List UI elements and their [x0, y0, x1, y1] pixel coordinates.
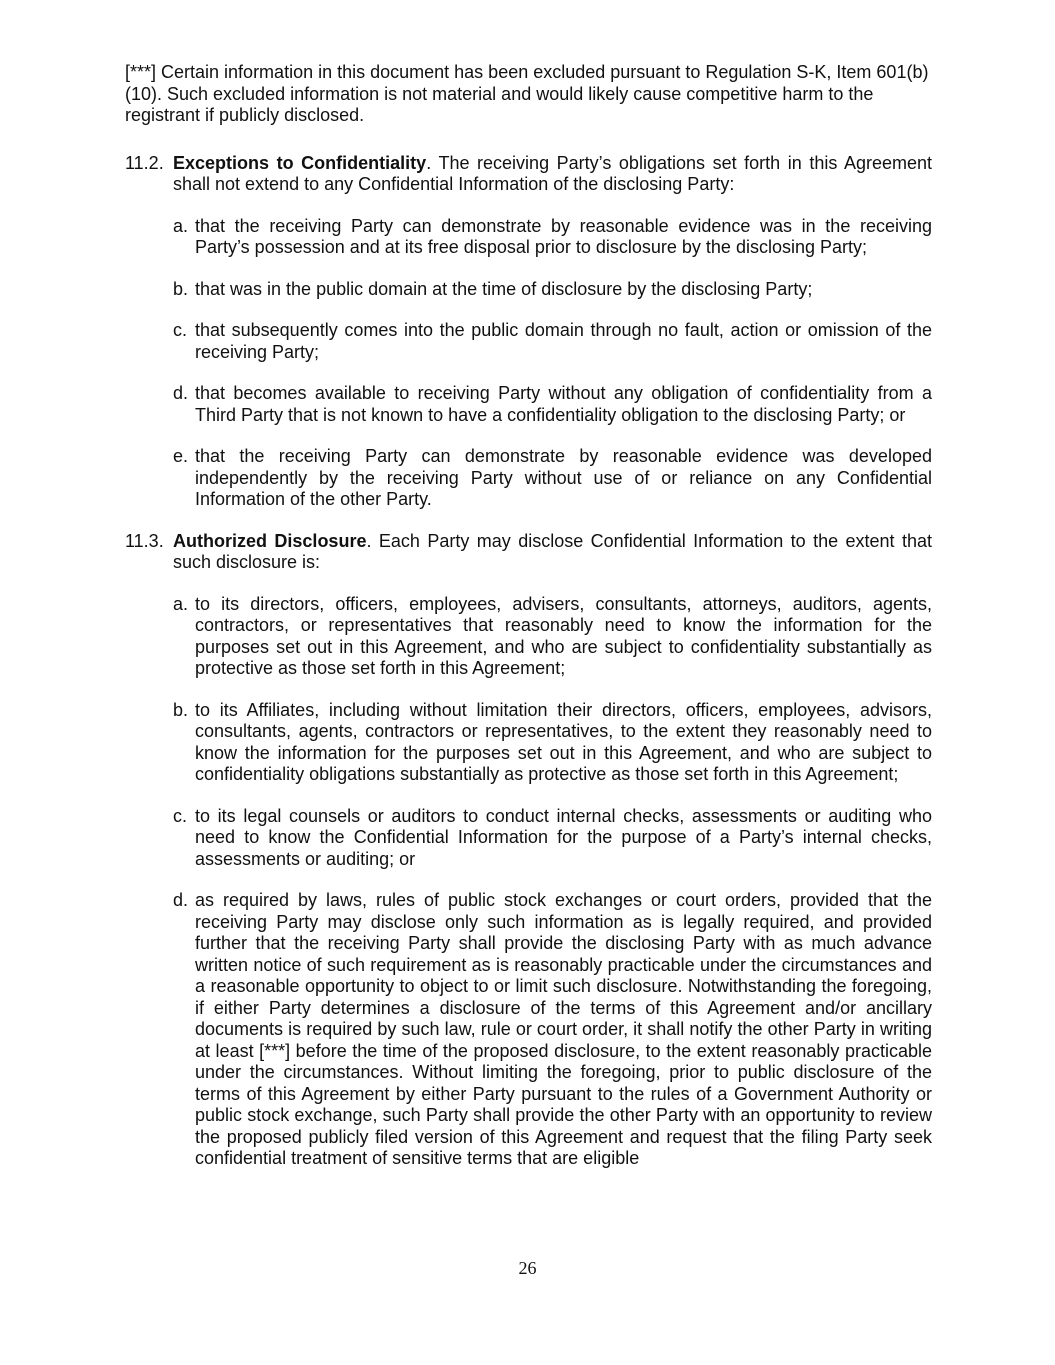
list-item: [173, 320, 932, 363]
item-text: that becomes available to receiving Party without any obligation of confidentiality from a Third Party that is not known to have a confidentiality obligation to the disclosing Party; or: [195, 383, 932, 425]
item-text: that the receiving Party can demonstrate by reasonable evidence was in the receiving Party’s possession and at its free disposal prior to disclosure by the disclosing Party;: [195, 215, 932, 257]
page-number: 26: [518, 1258, 537, 1278]
item-letter: a.: [173, 215, 189, 236]
item-letter: d.: [173, 890, 189, 910]
item-letter: c.: [173, 805, 188, 826]
list-item: [173, 216, 932, 259]
list-item: [173, 383, 932, 426]
item-text: that was in the public domain at the time of disclosure by the disclosing Party;: [195, 278, 813, 299]
document-page: [125, 62, 932, 1190]
list-item: [173, 806, 932, 871]
section-number: 11.2.: [125, 152, 164, 173]
section-11-3: [125, 531, 932, 1170]
item-letter: b.: [173, 278, 189, 299]
item-text: to its directors, officers, employees, advisers, consultants, attorneys, auditors, agents, contractors, or representatives that reasonably need to know the information for the purposes set out in this Agreement, and who are subject to confidentiality substantially as protective as those set forth in this Agreement;: [195, 593, 932, 678]
list-item: [173, 279, 932, 301]
item-letter: b.: [173, 699, 189, 720]
list-item: [173, 700, 932, 786]
section-number: 11.3.: [125, 530, 164, 551]
section-title: Authorized Disclosure: [173, 530, 367, 551]
item-text: to its Affiliates, including without limitation their directors, officers, employees, advisors, consultants, agents, contractors or representatives, to the extent they reasonably need to know the information for the purposes set out in this Agreement, and who are subject to confidentiality obligations substantially as protective as those set forth in this Agreement;: [195, 699, 932, 784]
redaction-notice: [***] Certain information in this document has been excluded pursuant to Regulation S-K, Item 601(b)(10). Such excluded information is not material and would likely cause competitive harm to the registrant if publicly disclosed.: [125, 62, 929, 125]
item-text: that subsequently comes into the public domain through no fault, action or omission of the receiving Party;: [195, 320, 932, 362]
list-item: [173, 446, 932, 511]
item-letter: c.: [173, 320, 188, 340]
section-title: Exceptions to Confidentiality: [173, 152, 427, 173]
list-item: [173, 890, 932, 1170]
item-text: as required by laws, rules of public stock exchanges or court orders, provided that the receiving Party may disclose only such information as is legally required, and provided further that the receiving Party shall provide the disclosing Party with as much advance written notice of such requirement as is reasonably practicable under the circumstances and a reasonable opportunity to object to or limit such disclosure. Notwithstanding the foregoing, if either Party determines a disclosure of the terms of this Agreement and/or ancillary documents is required by such law, rule or court order, it shall notify the other Party in writing at least [***] before the time of the proposed disclosure, to the extent reasonably practicable under the circumstances. Without limiting the foregoing, prior to public disclosure of the terms of this Agreement by either Party pursuant to the rules of a Government Authority or public stock exchange, such Party shall provide the other Party with an opportunity to review the proposed publicly filed version of this Agreement and request that the filing Party seek confidential treatment of sensitive terms that are eligible: [195, 890, 932, 1168]
list-item: [173, 594, 932, 680]
section-intro: [173, 153, 932, 196]
section-11-2: [125, 153, 932, 511]
item-text: to its legal counsels or auditors to conduct internal checks, assessments or auditing who need to know the Confidential Information for the purpose of a Party’s internal checks, assessments or auditing; or: [195, 805, 932, 869]
section-intro: [173, 531, 932, 574]
section-intro-text: . Each Party may disclose Confidential Information to the extent that such disclosure is:: [173, 530, 932, 572]
item-letter: a.: [173, 593, 189, 614]
section-intro-text: . The receiving Party’s obligations set forth in this Agreement shall not extend to any Confidential Information of the disclosing Party:: [173, 152, 932, 194]
item-letter: d.: [173, 383, 189, 403]
item-text: that the receiving Party can demonstrate by reasonable evidence was developed independently by the receiving Party without use of or reliance on any Confidential Information of the other Party.: [195, 446, 932, 509]
item-letter: e.: [173, 446, 189, 466]
